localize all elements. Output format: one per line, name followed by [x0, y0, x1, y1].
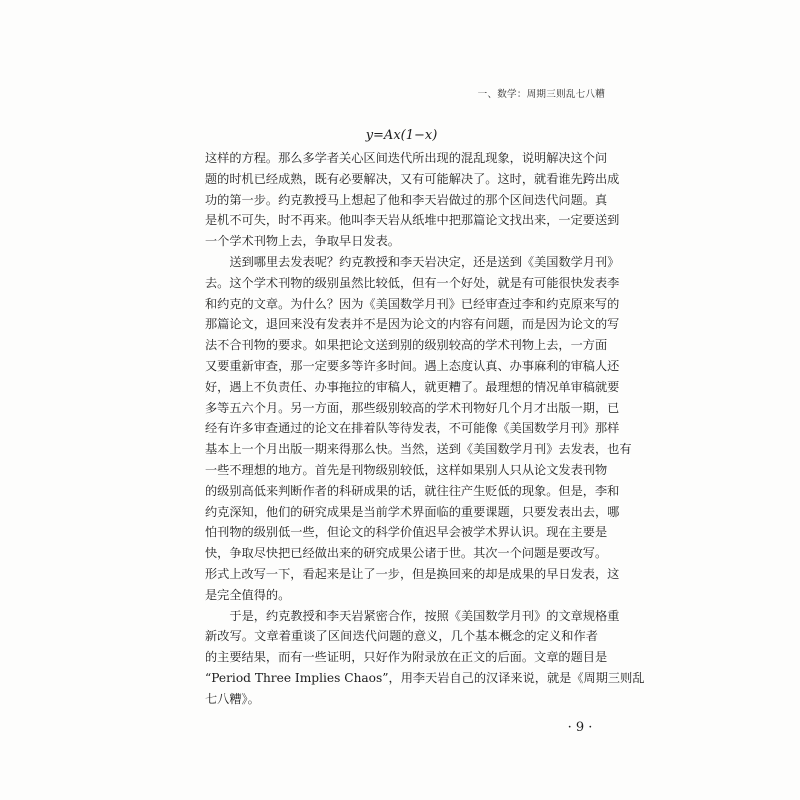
text-line: 七八糟》。 [205, 691, 260, 706]
paragraph [205, 148, 620, 252]
text-line: 法不合刊物的要求。如果把论文送到别的级别较高的学术刊物上去，一方面 [205, 338, 608, 353]
running-header: 一、数学：周期三则乱七八糟 [477, 89, 605, 100]
text-line: 又要重新审查，那一定要多等许多时间。遇上态度认真、办事麻利的审稿人还 [205, 358, 620, 373]
text-line: 的主要结果，而有一些证明，只好作为附录放在正文的后面。文章的题目是 [205, 650, 608, 665]
paragraph [205, 252, 632, 606]
page-number: · 9 · [567, 720, 593, 735]
text-line: 快，争取尽快把已经做出来的研究成果公诸于世。其次一个问题是要改写。 [205, 546, 608, 561]
equation: y=Ax(1−x) [365, 128, 438, 143]
paragraph [205, 606, 645, 710]
text-line: 于是，约克教授和李天岩紧密合作，按照《美国数学月刊》的文章规格重 [229, 608, 620, 623]
text-line: 那篇论文，退回来没有发表并不是因为论文的内容有问题，而是因为论文的写 [205, 317, 620, 332]
text-line: 功的第一步。约克教授马上想起了他和李天岩做过的那个区间迭代问题。真 [205, 192, 608, 207]
text-line: 新改写。文章着重谈了区间迭代问题的意义，几个基本概念的定义和作者 [205, 629, 598, 644]
text-line: 一些不理想的地方。首先是刊物级别较低，这样如果别人只从论文发表刊物 [205, 462, 608, 477]
text-line: 怕刊物的级别低一些，但论文的科学价值迟早会被学术界认识。现在主要是 [205, 525, 608, 540]
text-line: 这样的方程。那么多学者关心区间迭代所出现的混乱现象，说明解决这个问 [205, 151, 608, 165]
text-line: 和约克的文章。为什么？因为《美国数学月刊》已经审查过李和约克原来写的 [205, 296, 620, 311]
text-line: 是机不可失，时不再来。他叫李天岩从纸堆中把那篇论文找出来，一定要送到 [205, 213, 620, 228]
text-line: 约克深知，他们的研究成果是当前学术界面临的重要课题，只要发表出去，哪 [205, 504, 620, 519]
text-line: 基本上一个月出版一期来得那么快。当然，送到《美国数学月刊》去发表，也有 [205, 442, 632, 457]
text-line: 好，遇上不负责任、办事拖拉的审稿人，就更糟了。最理想的情况单审稿就要 [205, 379, 620, 394]
text-line: 题的时机已经成熟，既有必要解决，又有可能解决了。这时，就看谁先跨出成 [205, 171, 620, 186]
text-line: 送到哪里去发表呢？约克教授和李天岩决定，还是送到《美国数学月刊》 [229, 254, 620, 269]
body-text [205, 148, 645, 710]
text-line: 多等五六个月。另一方面，那些级别较高的学术刊物好几个月才出版一期，已 [205, 400, 620, 415]
text-line: “Period Three Implies Chaos”，用李天岩自己的汉译来说，就是《周期三则乱 [205, 670, 645, 685]
text-line: 形式上改写一下，看起来是让了一步，但是换回来的却是成果的早日发表，这 [205, 566, 620, 581]
text-line: 的级别高低来判断作者的科研成果的话，就往往产生贬低的现象。但是，李和 [205, 483, 620, 498]
text-line: 去。这个学术刊物的级别虽然比较低，但有一个好处，就是有可能很快发表李 [205, 275, 620, 290]
text-line: 一个学术刊物上去，争取早日发表。 [205, 234, 400, 249]
text-line: 是完全值得的。 [205, 587, 291, 602]
text-line: 经有许多审查通过的论文在排着队等待发表，不可能像《美国数学月刊》那样 [205, 421, 620, 436]
